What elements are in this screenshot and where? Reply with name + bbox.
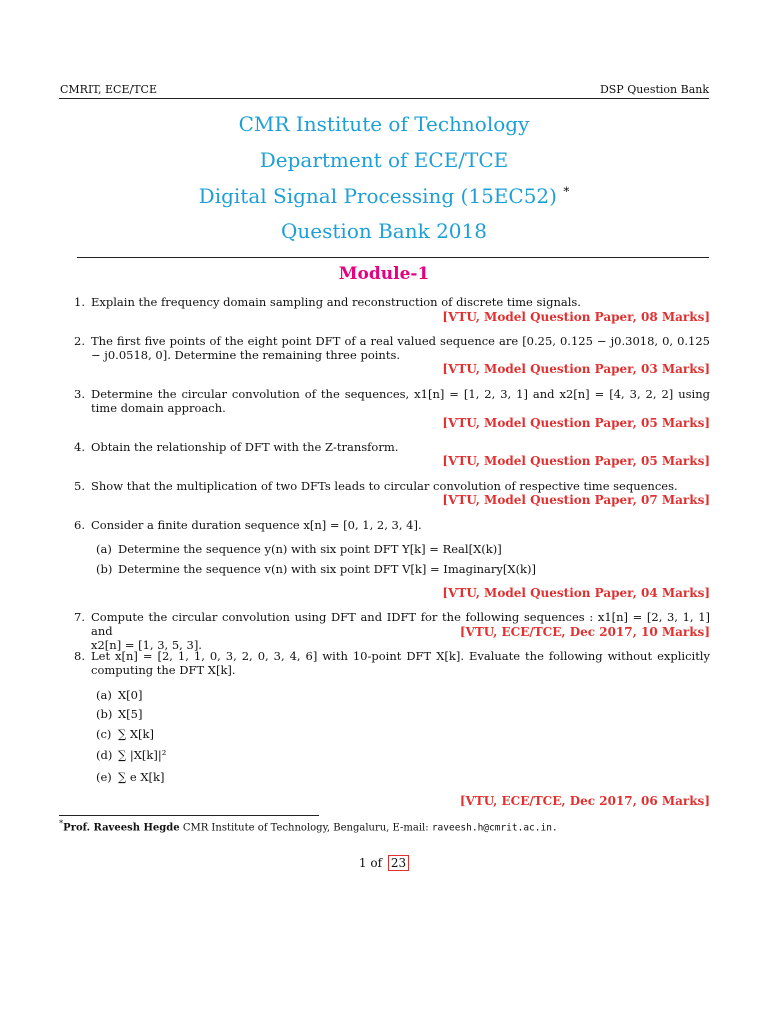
course-title [0,184,768,208]
question-text: Compute the circular convolution using DFT and IDFT for the following sequences : x1[n] = [2, 3, 1, 1] and [91,610,710,638]
question-text: Obtain the relationship of DFT with the Z-transform. [91,440,399,454]
module-heading: Module-1 [338,264,430,284]
footnote-rule [59,815,319,816]
question-8-part-e [96,770,164,784]
question-number: 3. [74,387,85,401]
question-2-marks: [VTU, Model Question Paper, 03 Marks] [442,362,710,376]
department-title: Department of ECE/TCE [259,148,509,172]
part-text: X[5] [118,707,143,721]
question-5-marks: [VTU, Model Question Paper, 07 Marks] [442,493,710,507]
part-label: (c) [96,727,112,741]
question-6-part-b [96,562,536,576]
question-number: 8. [74,649,85,663]
page-current: 1 [358,856,367,870]
question-bank-title: Question Bank 2018 [281,219,487,243]
question-3-marks: [VTU, Model Question Paper, 05 Marks] [442,416,710,430]
question-text: Explain the frequency domain sampling and reconstruction of discrete time signals. [91,295,581,309]
footnote-mark: * [59,818,64,828]
header-rule [59,98,709,99]
institute-title: CMR Institute of Technology [238,112,530,136]
footnote [59,818,558,833]
part-text: ∑ |X[k]|² [118,748,167,762]
question-number: 5. [74,479,85,493]
question-text: Consider a finite duration sequence x[n] = [0, 1, 2, 3, 4]. [91,518,422,532]
page-number [0,855,768,871]
question-text: The first five points of the eight point DFT of a real valued sequence are [0.25, 0.125 − j0.3018, 0, 0.125 − j0.0518, 0]. Determine the remaining three points. [91,334,710,362]
part-label: (b) [96,562,113,576]
course-title-text: Digital Signal Processing (15EC52) [198,184,557,208]
question-8 [74,649,710,677]
page-of: of [370,856,383,870]
question-8-part-c [96,727,154,741]
part-label: (b) [96,707,113,721]
part-text: X[0] [118,688,143,702]
question-8-part-b [96,707,142,721]
question-6-part-a [96,542,502,556]
header-right: DSP Question Bank [599,83,709,96]
question-1 [74,295,710,309]
question-number: 2. [74,334,85,348]
part-text: Determine the sequence y(n) with six point DFT Y[k] = Real[X(k)] [118,542,502,556]
part-label: (a) [96,688,112,702]
question-number: 6. [74,518,85,532]
question-number: 7. [74,610,85,624]
question-5 [74,479,710,493]
title-separator [77,257,709,258]
part-text: Determine the sequence v(n) with six point DFT V[k] = Imaginary[X(k)] [118,562,537,576]
question-8-part-d [96,748,166,762]
footnote-author: Prof. Raveesh Hegde [63,822,180,834]
question-1-marks: [VTU, Model Question Paper, 08 Marks] [442,310,710,324]
question-4 [74,440,710,454]
page-total-link[interactable]: 23 [388,855,409,871]
question-number: 4. [74,440,85,454]
question-3 [74,387,710,415]
question-8-part-a [96,688,142,702]
question-6-marks: [VTU, Model Question Paper, 04 Marks] [442,586,710,600]
question-text: Show that the multiplication of two DFTs leads to circular convolution of respective time sequences. [91,479,678,493]
question-8-marks: [VTU, ECE/TCE, Dec 2017, 06 Marks] [459,794,710,808]
header-left: CMRIT, ECE/TCE [60,83,157,96]
course-footnote-mark: * [563,184,570,199]
part-text: ∑ X[k] [118,727,154,741]
question-text: Let x[n] = [2, 1, 1, 0, 3, 2, 0, 3, 4, 6] with 10-point DFT X[k]. Evaluate the following without explicitly computing the DFT X[k]. [91,649,710,677]
question-text: Determine the circular convolution of the sequences, x1[n] = [1, 2, 3, 1] and x2[n] = [4, 3, 2, 2] using time domain approach. [91,387,710,415]
footnote-affiliation: CMR Institute of Technology, Bengaluru, E-mail: [182,822,429,834]
question-4-marks: [VTU, Model Question Paper, 05 Marks] [442,454,710,468]
part-label: (a) [96,542,112,556]
footnote-email[interactable]: raveesh.h@cmrit.ac.in. [431,822,558,834]
question-7-marks: [VTU, ECE/TCE, Dec 2017, 10 Marks] [459,625,710,639]
part-label: (e) [96,770,112,784]
question-6 [74,518,710,532]
question-text-continued: x2[n] = [1, 3, 5, 3]. [91,638,202,652]
question-2 [74,334,710,362]
part-text: ∑ e X[k] [118,770,165,784]
question-number: 1. [74,295,85,309]
part-label: (d) [96,748,113,762]
